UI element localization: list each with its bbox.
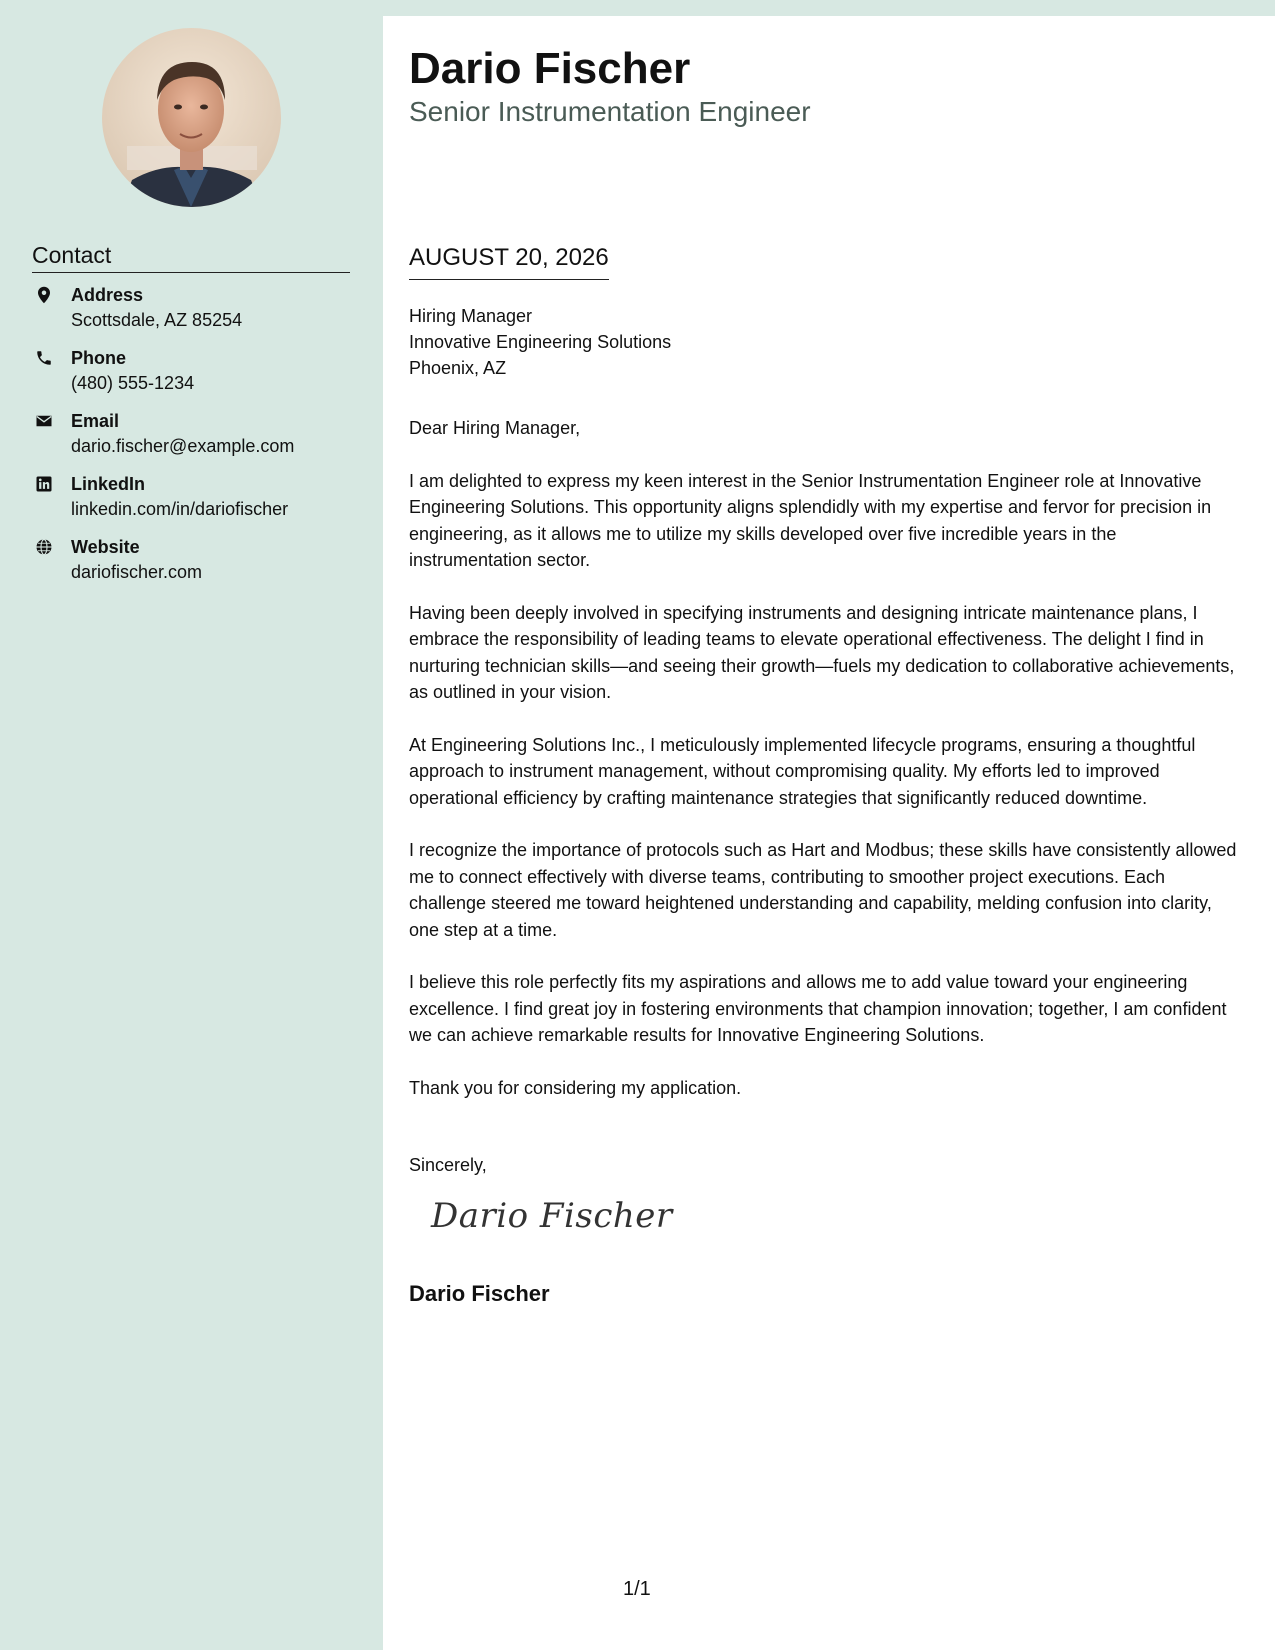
body-paragraph: Thank you for considering my application.: [409, 1077, 742, 1098]
contact-item-website: [32, 535, 372, 598]
body-paragraph: I recognize the importance of protocols such as Hart and Modbus; these skills have consistently allowed me to connect effectively with diverse teams, contributing to smoother project executions. Each challenge steered me toward heightened understanding and capability, melding confusion into clarity, one step at a time.: [409, 840, 1237, 940]
salutation: Dear Hiring Manager,: [409, 418, 581, 438]
contact-item-linkedin: [32, 472, 372, 535]
contact-label: Phone: [71, 348, 127, 368]
recipient-line: Hiring Manager: [409, 306, 533, 326]
contact-label: Website: [71, 537, 140, 557]
page-number: 1/1: [623, 1578, 651, 1600]
sidebar: [0, 0, 383, 1650]
contact-item-phone: [32, 346, 372, 409]
envelope-icon: [35, 412, 53, 430]
contact-value: dariofischer.com: [71, 562, 203, 582]
contact-value: (480) 555-1234: [71, 373, 195, 393]
closing: Sincerely,: [409, 1155, 487, 1175]
contact-item-address: [32, 283, 372, 346]
handwritten-signature: Dario Fischer: [431, 1196, 673, 1236]
phone-icon: [35, 349, 53, 367]
body-paragraph: I believe this role perfectly fits my aspirations and allows me to add value toward your engineering excellence. I find great joy in fostering environments that champion innovation; together, I am confident we can achieve remarkable results for Innovative Engineering Solutions.: [409, 972, 1227, 1045]
contact-label: Address: [71, 285, 144, 305]
location-pin-icon: [35, 286, 53, 304]
globe-icon: [35, 538, 53, 556]
contact-item-email: [32, 409, 372, 472]
contact-value: Scottsdale, AZ 85254: [71, 310, 243, 330]
contact-value: linkedin.com/in/dariofischer: [71, 499, 289, 519]
letter-body: [409, 415, 1241, 1127]
letter-date: AUGUST 20, 2026: [409, 242, 609, 280]
applicant-name: Dario Fischer: [409, 44, 691, 93]
portrait-image: [102, 28, 281, 207]
contact-value: dario.fischer@example.com: [71, 436, 295, 456]
letter-main: [383, 16, 1275, 1650]
recipient-line: Phoenix, AZ: [409, 358, 507, 378]
contact-label: Email: [71, 411, 120, 431]
recipient-line: Innovative Engineering Solutions: [409, 332, 672, 352]
contact-label: LinkedIn: [71, 474, 146, 494]
body-paragraph: I am delighted to express my keen interest in the Senior Instrumentation Engineer role at Innovative Engineering Solutions. This opportunity aligns splendidly with my expertise and fervor for precision in engineering, as it allows me to utilize my skills developed over five incredible years in the instrumentation sector.: [409, 470, 1212, 570]
job-title: Senior Instrumentation Engineer: [409, 96, 811, 127]
signed-name: Dario Fischer: [409, 1281, 550, 1306]
body-paragraph: Having been deeply involved in specifying instruments and designing intricate maintenance plans, I embrace the responsibility of leading teams to elevate operational effectiveness. The delight I find in nurturing technician skills—and seeing their growth—fuels my dedication to collaborative achievements, as outlined in your vision.: [409, 602, 1235, 702]
recipient-block: [409, 303, 671, 381]
contact-heading: Contact: [32, 240, 350, 273]
contact-list: [32, 283, 372, 598]
body-paragraph: At Engineering Solutions Inc., I meticulously implemented lifecycle programs, ensuring a thoughtful approach to instrument management, without compromising quality. My efforts led to improved operational efficiency by crafting maintenance strategies that significantly reduced downtime.: [409, 734, 1196, 808]
avatar: [102, 28, 281, 207]
linkedin-icon: [35, 475, 53, 493]
